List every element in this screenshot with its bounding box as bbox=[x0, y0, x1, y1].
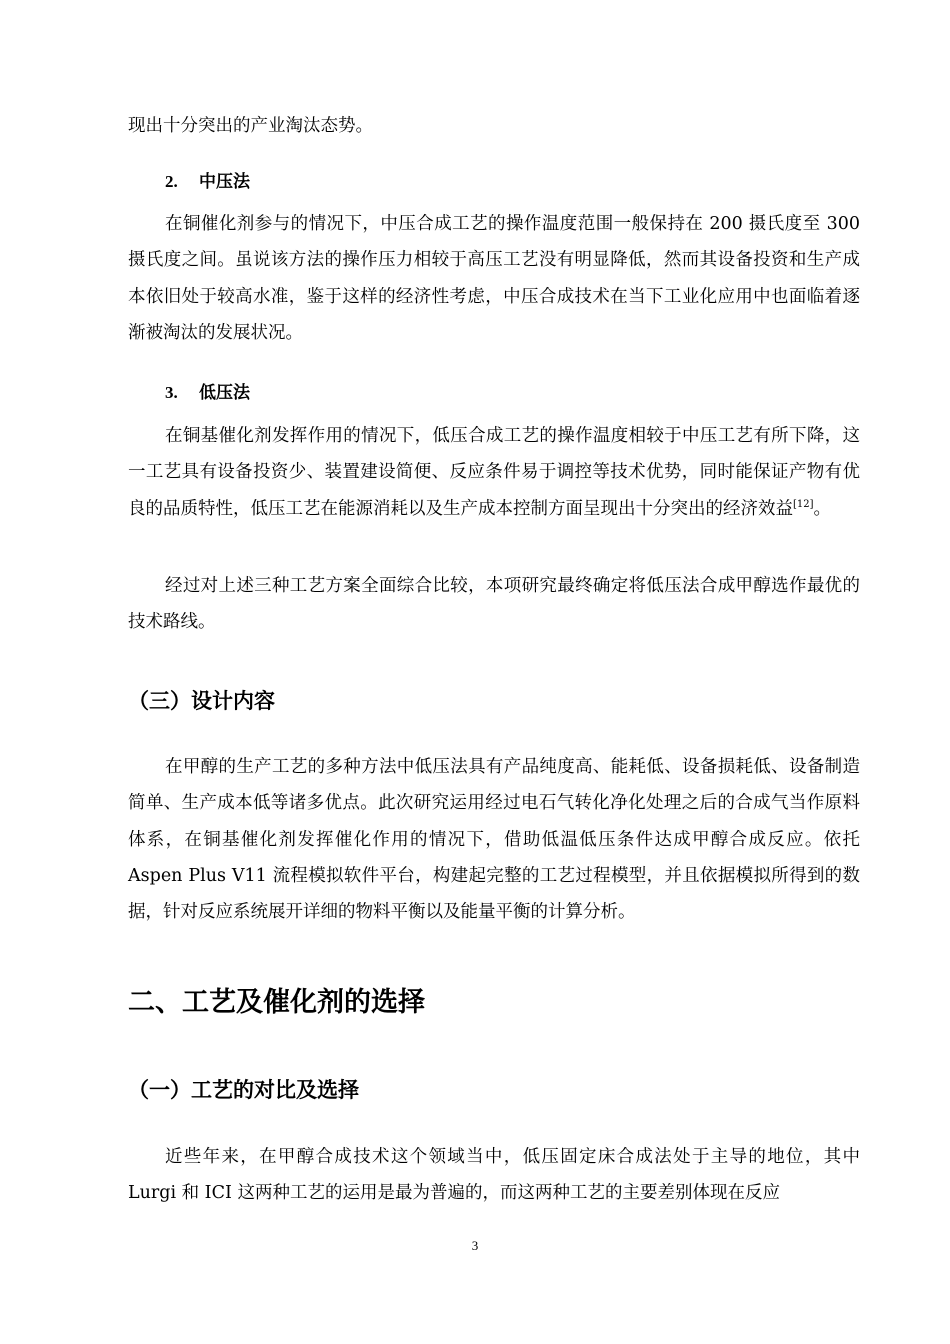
subheading-medium-pressure bbox=[165, 170, 250, 194]
page-number: 3 bbox=[471, 1238, 479, 1253]
subheading-text: 中压法 bbox=[199, 172, 250, 192]
subheading-low-pressure bbox=[165, 381, 250, 405]
paragraph-conclusion: 经过对上述三种工艺方案全面综合比较，本项研究最终确定将低压法合成甲醇选作最优的技术路线。 bbox=[128, 576, 860, 633]
paragraph-low-pressure bbox=[128, 418, 860, 527]
paragraph-text: 在铜基催化剂发挥作用的情况下，低压合成工艺的操作温度相较于中压工艺有所下降，这一工艺具有设备投资少、装置建设简便、反应条件易于调控等技术优势，同时能保证产物有优良的品质特性，低压工艺在能源消耗以及生产成本控制方面呈现出十分突出的经济效益 bbox=[128, 426, 860, 519]
paragraph-design-content: 在甲醇的生产工艺的多种方法中低压法具有产品纯度高、能耗低、设备损耗低、设备制造简单、生产成本低等诸多优点。此次研究运用经过电石气转化净化处理之后的合成气当作原料体系，在铜基催化剂发挥催化作用的情况下，借助低温低压条件达成甲醇合成反应。依托 Aspen Plus V11 流程模拟软件平台，构建起完整的工艺过程模型，并且依据模拟所得到的数据，针对反应系统展开详细的物料平衡以及能量平衡的计算分析。 bbox=[128, 757, 860, 923]
paragraph-process-comparison: 近些年来，在甲醇合成技术这个领域当中，低压固定床合成法处于主导的地位，其中 Lurgi 和 ICI 这两种工艺的运用是最为普遍的，而这两种工艺的主要差别体现在反应 bbox=[128, 1147, 860, 1204]
chapter-heading: 二、工艺及催化剂的选择 bbox=[128, 987, 425, 1018]
citation-marker: [12] bbox=[793, 498, 814, 510]
subheading-number: 3. bbox=[165, 383, 178, 402]
paragraph-end: 。 bbox=[813, 498, 832, 519]
section-heading-process-comparison: （一）工艺的对比及选择 bbox=[128, 1078, 359, 1102]
section-heading-design-content: （三）设计内容 bbox=[128, 689, 275, 713]
paragraph-medium-pressure: 在铜催化剂参与的情况下，中压合成工艺的操作温度范围一般保持在 200 摄氏度至 300 摄氏度之间。虽说该方法的操作压力相较于高压工艺没有明显降低，然而其设备投资和生产成本依旧处于较高水准，鉴于这样的经济性考虑，中压合成技术在当下工业化应用中也面临着逐渐被淘汰的发展状况。 bbox=[128, 214, 860, 343]
subheading-number: 2. bbox=[165, 172, 178, 191]
subheading-text: 低压法 bbox=[199, 383, 250, 403]
paragraph-continuation: 现出十分突出的产业淘汰态势。 bbox=[128, 116, 373, 136]
